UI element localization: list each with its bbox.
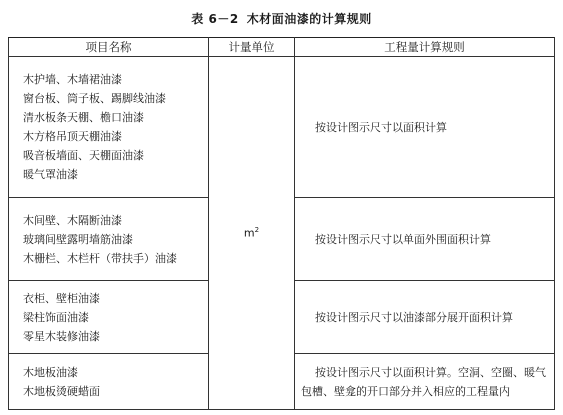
list-item: 衣柜、壁柜油漆 [23, 291, 100, 305]
list-item: 清水板条天棚、檐口油漆 [23, 111, 144, 124]
rule-cell: 按设计图示尺寸以面积计算。空洞、空圈、暖气包槽、壁龛的开口部分并入相应的工程量内 [295, 354, 555, 410]
list-item: 木间壁、木隔断油漆 [23, 213, 122, 227]
rule-cell: 按设计图示尺寸以面积计算 [295, 57, 555, 198]
list-item: 暖气罩油漆 [23, 168, 78, 181]
unit-base: m [243, 226, 255, 240]
item-list [9, 281, 209, 354]
list-item: 木栅栏、木栏杆（带扶手）油漆 [23, 251, 177, 265]
item-list [9, 198, 209, 281]
list-item: 吸音板墙面、天棚面油漆 [23, 149, 144, 162]
header-row [9, 38, 555, 57]
rule-cell: 按设计图示尺寸以单面外围面积计算 [295, 198, 555, 281]
list-item: 木地板油漆 [23, 365, 78, 379]
header-unit: 计量单位 [209, 38, 295, 57]
rule-cell: 按设计图示尺寸以油漆部分展开面积计算 [295, 281, 555, 354]
table-row [9, 57, 555, 198]
list-item: 木方格吊顶天棚油漆 [23, 130, 122, 143]
list-item: 木护墙、木墙裙油漆 [23, 73, 122, 86]
table-number: 表 6－2 [191, 12, 239, 26]
list-item: 玻璃间壁露明墙筋油漆 [23, 232, 133, 246]
item-list [9, 354, 209, 410]
header-rule: 工程量计算规则 [295, 38, 555, 57]
item-list [9, 57, 209, 198]
list-item: 木地板烫硬蜡面 [23, 384, 100, 398]
calculation-rules-table [8, 37, 555, 410]
list-item: 梁柱饰面油漆 [23, 310, 89, 324]
table-caption [0, 10, 563, 27]
table-title: 木材面油漆的计算规则 [246, 12, 372, 26]
list-item: 零星木装修油漆 [23, 329, 100, 343]
unit-exponent: 2 [254, 226, 260, 235]
header-item-name: 项目名称 [9, 38, 209, 57]
unit-cell [209, 57, 295, 410]
list-item: 窗台板、筒子板、踢脚线油漆 [23, 92, 166, 105]
